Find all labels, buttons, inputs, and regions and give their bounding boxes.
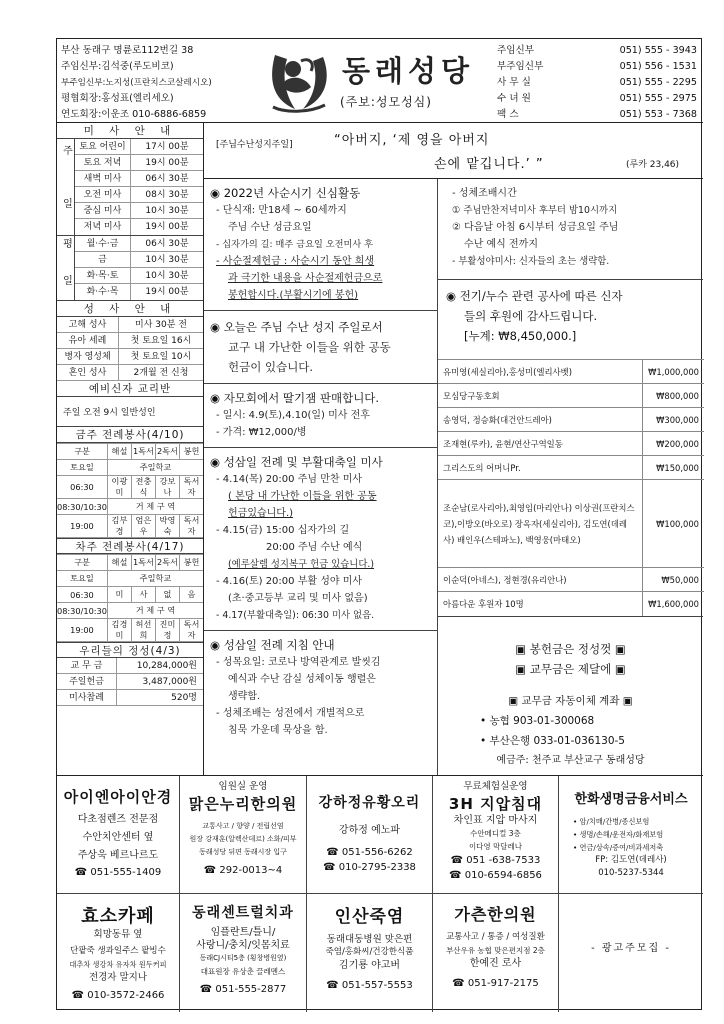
- table-header: 해설: [107, 444, 131, 460]
- mass-name: 금: [75, 252, 131, 267]
- ad-recruit: [559, 894, 703, 1012]
- sunday-tag: [주님수난성지주일]: [216, 140, 293, 150]
- palm-line: 헌금이 있습니다.: [228, 360, 314, 374]
- servers-this-table: [57, 443, 203, 538]
- cumulative: [누계: ₩8,450,000.]: [464, 329, 577, 343]
- sacrament-row: [57, 349, 203, 365]
- phone-number: 051) 555 - 3943: [619, 45, 697, 56]
- ad-line: 대추차 생강차 유자차 원두커피: [69, 960, 167, 969]
- sacrament-row: [57, 333, 203, 349]
- ad-phone: ☎ 051-917-2175: [452, 978, 539, 989]
- table-header: 1독서: [131, 444, 155, 460]
- guide-item: - 성체조배는 성전에서 개별적으로: [216, 708, 365, 719]
- adoration-item: ① 주님만찬저녁미사 후부터 밤10시까지: [452, 205, 618, 216]
- table-header: 봉헌: [179, 555, 203, 571]
- jam-item: - 일시: 4.9(토),4.10(일) 미사 전후: [216, 410, 370, 421]
- table-row: [57, 571, 203, 587]
- phone-row: [497, 59, 697, 75]
- phone-row: [497, 91, 697, 107]
- table-header: 구분: [57, 444, 107, 460]
- ad-line: 주상욱 베르나르도: [77, 850, 159, 861]
- offering-amount: 520명: [171, 693, 197, 703]
- ad-title: - 광고주모집 -: [591, 943, 671, 954]
- donation-amount: ₩200,000: [643, 432, 704, 456]
- ad-line: 교통사고 / 향양 / 전립선염: [202, 822, 284, 830]
- lent-item: - 십자가의 길: 매주 금요일 오전미사 후: [216, 239, 374, 250]
- ad-line: 차인표 지압 마사지: [453, 815, 538, 826]
- table-cell: 없: [155, 587, 179, 603]
- jam-item: - 가격: ₩12,000/병: [216, 427, 307, 438]
- table-cell: 독서자: [179, 515, 203, 538]
- catechumen-text: 주일 오전 9시 일반성인: [57, 397, 203, 427]
- ad-line: 수안치안센터 옆: [82, 832, 154, 843]
- donation-table: [438, 359, 704, 616]
- ad-title: 아이엔아이안경: [63, 788, 173, 806]
- ad-phone: ☎ 010-3572-2466: [71, 990, 165, 1001]
- ad-line: 부산우유 농협 맞은편지점 2층: [446, 946, 545, 955]
- mass-name: 새벽 미사: [75, 171, 131, 186]
- ad-line: 단팥죽 생과일주스 팥빙수: [70, 946, 166, 956]
- lent-item: - 사순절제헌금 : 사순시기 동안 희생: [216, 256, 375, 267]
- servers-next-table: [57, 554, 203, 642]
- guide-item: - 성목요일: 코로나 방역관계로 발씻김: [216, 657, 381, 668]
- thanks-line: ◉ 전기/누수 관련 공사에 따른 신자: [446, 289, 623, 303]
- ad-line: • 암/치매/간병/종신보험: [573, 817, 650, 826]
- weekday-mass: [57, 236, 203, 301]
- donation-amount: ₩1,000,000: [643, 360, 704, 384]
- sacrament-when: 첫 토요일 10시: [130, 352, 192, 362]
- table-cell: 전충식: [131, 476, 155, 499]
- table-header: 해설: [107, 555, 131, 571]
- table-cell: 08:30/10:30: [57, 499, 107, 515]
- phone-label: 부주임신부: [497, 61, 544, 72]
- table-cell: 미: [107, 587, 131, 603]
- table-cell: 독서자: [179, 619, 203, 642]
- phone-row: [497, 75, 697, 91]
- offering-name: 미사참례: [57, 690, 117, 705]
- ads-section: [57, 775, 703, 1011]
- donation-amount: ₩50,000: [643, 568, 704, 592]
- ad-eyewear: [57, 776, 180, 894]
- donation-row: [438, 568, 704, 592]
- sacrament-name: 혼인 성사: [57, 365, 119, 380]
- ad-title: 한화생명금융서비스: [574, 792, 688, 807]
- mass-time: 08시 30분: [145, 190, 189, 200]
- phone-number: 051) 553 - 7368: [619, 109, 697, 120]
- ad-title: 강하정유황오리: [318, 795, 421, 811]
- sacrament-when: 2개월 전 신청: [133, 368, 189, 378]
- table-row: [57, 499, 203, 515]
- donation-row: [438, 432, 704, 456]
- table-header: 구분: [57, 555, 107, 571]
- offering-title: 우리들의 정성(4/3): [57, 642, 203, 658]
- contact: 연도회장:이운조 010-6886-6859: [61, 109, 207, 120]
- ad-title: 가츤한의원: [454, 905, 537, 924]
- mass-name: 저녁 미사: [75, 219, 131, 235]
- mass-time: 06시 30분: [145, 239, 189, 249]
- offering-amount: 10,284,000원: [136, 661, 197, 671]
- ad-line: FP: 김도연(데레사): [595, 855, 667, 865]
- offering-name: 교 무 금: [57, 658, 117, 673]
- easter-item: (초·중고등부 교리 및 미사 없음): [228, 593, 368, 604]
- ad-line: 동래CJ시티5층 (횡창병원옆): [199, 954, 287, 962]
- table-row: [57, 587, 203, 603]
- table-cell: 거 제 구 역: [107, 499, 203, 515]
- ad-line: 대표원장 유상춘 끌레멘스: [200, 967, 286, 976]
- offering-row: [57, 674, 203, 690]
- donation-row: [438, 384, 704, 408]
- donation-row: [438, 456, 704, 480]
- ad-line: 강하정 예노파: [338, 825, 401, 836]
- mass-time: 10시 30분: [145, 255, 189, 265]
- ad-line: 사랑니/충치/잇몸치료: [196, 940, 290, 951]
- mass-row: [75, 187, 203, 203]
- bank-account: • 농협 903-01-300068: [480, 714, 595, 727]
- table-header: 봉헌: [179, 444, 203, 460]
- adoration: [438, 179, 703, 279]
- donor: 모심당구동호회: [438, 384, 643, 408]
- note: ▣ 교무금은 제달에 ▣: [515, 661, 626, 676]
- table-cell: 엄은우: [131, 515, 155, 538]
- easter-item: - 4.16(토) 20:00 부활 성야 미사: [216, 576, 363, 587]
- gospel-quote-line2: 손에 맡깁니다.’ ”: [434, 157, 544, 172]
- ad-line: • 생명/손해/운전자/화재보험: [573, 830, 664, 839]
- phone-label: 팩 스: [497, 109, 519, 120]
- ad-phone: ☎ 010-6594-6856: [449, 870, 542, 881]
- pastor: 주임신부:김석중(루도비코): [61, 61, 174, 72]
- table-row: [57, 603, 203, 619]
- offering-amount: 3,487,000원: [142, 677, 197, 687]
- mass-row: [75, 268, 203, 284]
- catechumen-title: 예비신자 교리반: [57, 381, 203, 397]
- ad-line: 동래성당 뒤편 동래시장 입구: [199, 848, 287, 856]
- guide-title: ◉ 성삼일 전례 지침 안내: [210, 638, 335, 652]
- ad-oriental-clinic: [180, 776, 307, 894]
- sacrament-name: 고해 성사: [57, 317, 119, 332]
- lent-item: 과 극기한 내용을 사순절제헌금으로: [228, 273, 383, 284]
- table-cell: 06:30: [57, 587, 107, 603]
- mass-row: [75, 236, 203, 252]
- mass-time: 17시 00분: [145, 142, 189, 152]
- table-cell: 음: [179, 587, 203, 603]
- table-cell: 거 제 구 역: [107, 603, 203, 619]
- ad-insurance: [559, 776, 703, 894]
- donor: 그리스도의 어머니Pr.: [438, 456, 643, 480]
- sacrament-when: 미사 30분 전: [135, 320, 187, 330]
- mass-row: [75, 171, 203, 187]
- easter-item: 20:00 주님 수난 예식: [266, 542, 363, 553]
- donation-row: [438, 408, 704, 432]
- ad-line: 원장 강재훈(알렉산데르) 소화/피부: [189, 835, 297, 843]
- church-name: 동래성당: [342, 54, 475, 88]
- gospel-banner: [204, 123, 703, 179]
- mass-row: [75, 203, 203, 219]
- donor: 이순덕(아네스), 정현경(유리안나): [438, 568, 643, 592]
- easter-item: - 4.14(목) 20:00 주님 만찬 미사: [216, 474, 363, 485]
- lent-item: 봉헌합시다.(부활시기에 봉헌): [228, 290, 359, 301]
- table-cell: 19:00: [57, 619, 107, 642]
- table-cell: 이광미: [107, 476, 131, 499]
- right-column: [437, 179, 703, 775]
- donation-amount: ₩300,000: [643, 408, 704, 432]
- mass-row: [75, 219, 203, 235]
- sacrament-name: 병자 영성체: [57, 349, 119, 364]
- table-row: [57, 460, 203, 476]
- table-cell: 박영숙: [155, 515, 179, 538]
- phone-list: [497, 43, 697, 123]
- table-cell: 강보나: [155, 476, 179, 499]
- table-cell: 주일학교: [107, 571, 203, 587]
- ad-title: 3H 지압침대: [448, 795, 543, 813]
- table-cell: 19:00: [57, 515, 107, 538]
- phone-row: [497, 107, 697, 123]
- header: [57, 39, 703, 123]
- sacrament-row: [57, 317, 203, 333]
- ad-title: 인산죽염: [334, 907, 405, 927]
- table-cell: 김경미: [107, 619, 131, 642]
- ad-dental: [180, 894, 307, 1012]
- ad-line: 교통사고 / 통증 / 여성질환: [446, 932, 545, 942]
- offering-row: [57, 690, 203, 706]
- donor: 유미영(세실리아),홍성미(엘리사벳): [438, 360, 643, 384]
- phone-number: 051) 556 - 1531: [619, 61, 697, 72]
- left-column: [57, 123, 204, 775]
- donation-row: [438, 360, 704, 384]
- table-header: 2독서: [155, 555, 179, 571]
- phone-number: 051) 555 - 2975: [619, 93, 697, 104]
- ad-line: 임플란트/틀니/: [210, 927, 276, 938]
- mass-name: 월·수·금: [75, 236, 131, 251]
- phone-label: 사 무 실: [497, 77, 531, 88]
- adoration-item: - 성체조배시간: [452, 188, 517, 199]
- note: ▣ 봉헌금은 정성껏 ▣: [515, 641, 626, 656]
- jam-title: ◉ 자모회에서 딸기잼 판매합니다.: [210, 391, 380, 405]
- bulletin-page: [56, 38, 702, 1010]
- lent-item: 주님 수난 성금요일: [228, 222, 312, 233]
- patron: (주보:성모성심): [340, 95, 432, 109]
- ad-bamboo-salt: [307, 894, 433, 1012]
- donation-row: [438, 480, 704, 568]
- table-row: [57, 619, 203, 642]
- sacrament-title: 성 사 안 내: [57, 301, 203, 317]
- ad-phone: ☎ 292-0013~4: [203, 865, 283, 876]
- council-president: 평협회장:홍성표(엘리세오): [61, 93, 174, 104]
- easter-item: 헌금있습니다.): [228, 508, 294, 519]
- donation-amount: ₩100,000: [643, 480, 704, 568]
- ad-phone: ☎ 051 -638-7533: [450, 855, 541, 866]
- mass-title: 미 사 안 내: [57, 123, 203, 139]
- mass-time: 19시 00분: [145, 158, 189, 168]
- ad-phone: ☎ 051-555-1409: [74, 867, 162, 878]
- donation-amount: ₩800,000: [643, 384, 704, 408]
- mass-time: 06시 30분: [145, 174, 189, 184]
- mass-name: 화·목·토: [75, 268, 131, 283]
- mass-name: 토요 어린이: [75, 139, 131, 154]
- mass-row: [75, 284, 203, 300]
- ad-top: 임원실 운영: [218, 781, 268, 792]
- donation-amount: ₩1,600,000: [643, 592, 704, 616]
- table-cell: 진미정: [155, 619, 179, 642]
- ad-phone: ☎ 051-555-2877: [199, 984, 287, 995]
- ad-line: 한예진 로사: [469, 958, 522, 969]
- sacrament-when: 첫 토요일 16시: [130, 336, 192, 346]
- sunday-mass: [57, 139, 203, 236]
- table-cell: 토요일: [57, 460, 107, 476]
- church-logo-icon: [265, 47, 333, 115]
- account-holder: 예금주: 천주교 부산교구 동래성당: [496, 754, 645, 766]
- donor: 송영덕, 정승화(대건안드레아): [438, 408, 643, 432]
- sacrament-name: 유아 세례: [57, 333, 119, 348]
- ad-line: 수안메디컬 3층: [470, 829, 521, 838]
- adoration-item: ② 다음날 아침 6시부터 성금요일 주님: [452, 222, 619, 233]
- table-cell: 김부경: [107, 515, 131, 538]
- notes: [438, 616, 703, 774]
- mass-row: [75, 252, 203, 268]
- adoration-item: 수난 예식 전까지: [464, 239, 538, 250]
- mass-time: 10시 30분: [145, 271, 189, 281]
- table-cell: 06:30: [57, 476, 107, 499]
- mass-name: 화·수·목: [75, 284, 131, 300]
- servers-this-title: 금주 전례봉사(4/10): [57, 427, 203, 443]
- ad-cafe: [57, 894, 180, 1012]
- guide-item: 예식과 수난 감실 성체이동 행렬은: [228, 674, 376, 685]
- easter-item: - 4.17(부활대축일): 06:30 미사 없음.: [216, 610, 375, 621]
- donor: 조순남(로사리아),최영임(마리안나) 이상권(프란치스코),이방오(바오로) 장옥자(세실리아), 김도연(데레사) 배인우(스테파노), 백영웅(마태오): [438, 480, 643, 568]
- phone-label: 주임신부: [497, 45, 535, 56]
- thanks-line: 들의 후원에 감사드립니다.: [464, 309, 598, 323]
- table-cell: 허선희: [131, 619, 155, 642]
- mass-time: 19시 00분: [145, 222, 189, 232]
- weekday-label: 평 일: [57, 236, 75, 300]
- ad-duck: [307, 776, 433, 894]
- easter-item: (예루살렘 성지복구 헌금 있습니다.): [228, 559, 375, 570]
- ad-massage-bed: [433, 776, 559, 894]
- guide-item: 침묵 가운데 묵상을 함.: [228, 725, 328, 736]
- servers-next-title: 차주 전례봉사(4/17): [57, 538, 203, 554]
- easter-item: ( 본당 내 가난한 이들을 위한 공동: [228, 491, 377, 502]
- ad-title: 효소카페: [81, 906, 155, 927]
- donation-amount: ₩150,000: [643, 456, 704, 480]
- table-cell: 08:30/10:30: [57, 603, 107, 619]
- mass-time: 19시 00분: [145, 287, 189, 297]
- offering-name: 주일헌금: [57, 674, 117, 689]
- easter-item: - 4.15(금) 15:00 십자가의 길: [216, 525, 350, 536]
- sacrament-row: [57, 365, 203, 381]
- ad-korean-medicine: [433, 894, 559, 1012]
- ad-top: 무료체험실운영: [463, 781, 528, 792]
- table-header: 1독서: [131, 555, 155, 571]
- mass-name: 오전 미사: [75, 187, 131, 202]
- guide-item: 생략함.: [228, 691, 261, 702]
- ad-line: • 연금/상속/증여/비과세저축: [573, 843, 664, 852]
- gospel-quote-line1: “아버지, ‘제 영을 아버지: [334, 133, 490, 148]
- donor: 아름다운 후원자 10명: [438, 592, 643, 616]
- phone-row: [497, 43, 697, 59]
- table-cell: 독서자: [179, 476, 203, 499]
- ad-phone: ☎ 051-556-6262: [326, 847, 413, 858]
- ad-line: 다초점렌즈 전문점: [77, 814, 159, 825]
- table-row: [57, 476, 203, 499]
- sunday-label: 주 일: [57, 139, 75, 235]
- bank-account: • 부산은행 033-01-036130-5: [480, 734, 625, 747]
- ad-line: 전경자 말지나: [88, 972, 148, 983]
- thanks: [438, 279, 703, 359]
- table-cell: 토요일: [57, 571, 107, 587]
- ad-line: 회망동뮤 옆: [93, 929, 143, 940]
- lent-item: - 단식재: 만18세 ~ 60세까지: [216, 205, 347, 216]
- table-cell: 주일학교: [107, 460, 203, 476]
- mass-name: 토요 저녁: [75, 155, 131, 170]
- offering-row: [57, 658, 203, 674]
- donation-row: [438, 592, 704, 616]
- church-address: 부산 동래구 명륜로112번길 38: [61, 45, 194, 56]
- ad-line: 010-5237-5344: [598, 868, 664, 878]
- auto-transfer-title: ▣ 교무금 자동이체 계좌 ▣: [508, 694, 633, 707]
- ad-line: 이다영 막달레나: [468, 842, 523, 851]
- mass-row: [75, 139, 203, 155]
- table-cell: 사: [131, 587, 155, 603]
- table-header: 2독서: [155, 444, 179, 460]
- palm-title: ◉ 오늘은 주님 수난 성지 주일로서: [210, 320, 383, 334]
- donor: 조재현(루카), 윤현/연산구역일동: [438, 432, 643, 456]
- ad-phone: ☎ 051-557-5553: [326, 980, 413, 991]
- ad-title: 동래센트럴치과: [192, 905, 294, 921]
- mass-row: [75, 155, 203, 171]
- header-info: [61, 43, 261, 123]
- gospel-reference: (루카 23,46): [626, 160, 680, 170]
- ad-line: 동래대동병원 맞은편: [326, 934, 413, 945]
- easter-title: ◉ 성삼일 전례 및 부활대축일 미사: [210, 455, 383, 469]
- announcements: [204, 179, 437, 775]
- adoration-item: - 부활성야미사: 신자들의 초는 생략함.: [452, 256, 610, 267]
- lent-title: ◉ 2022년 사순시기 신심활동: [210, 186, 361, 200]
- ad-line: 김기룡 야고버: [338, 960, 401, 971]
- assistant-pastor: 부주임신부:노지성(프란치스코살레시오): [61, 78, 212, 88]
- ad-phone: ☎ 010-2795-2338: [323, 862, 416, 873]
- mass-name: 중심 미사: [75, 203, 131, 218]
- phone-label: 수 녀 원: [497, 93, 531, 104]
- table-row: [57, 515, 203, 538]
- mass-time: 10시 30분: [145, 206, 189, 216]
- phone-number: 051) 555 - 2295: [619, 77, 697, 88]
- palm-line: 교구 내 가난한 이들을 위한 공동: [228, 340, 391, 354]
- ad-title: 맑은누리한의원: [188, 795, 298, 813]
- ad-line: 죽염/홍화씨/건강한식품: [325, 947, 414, 957]
